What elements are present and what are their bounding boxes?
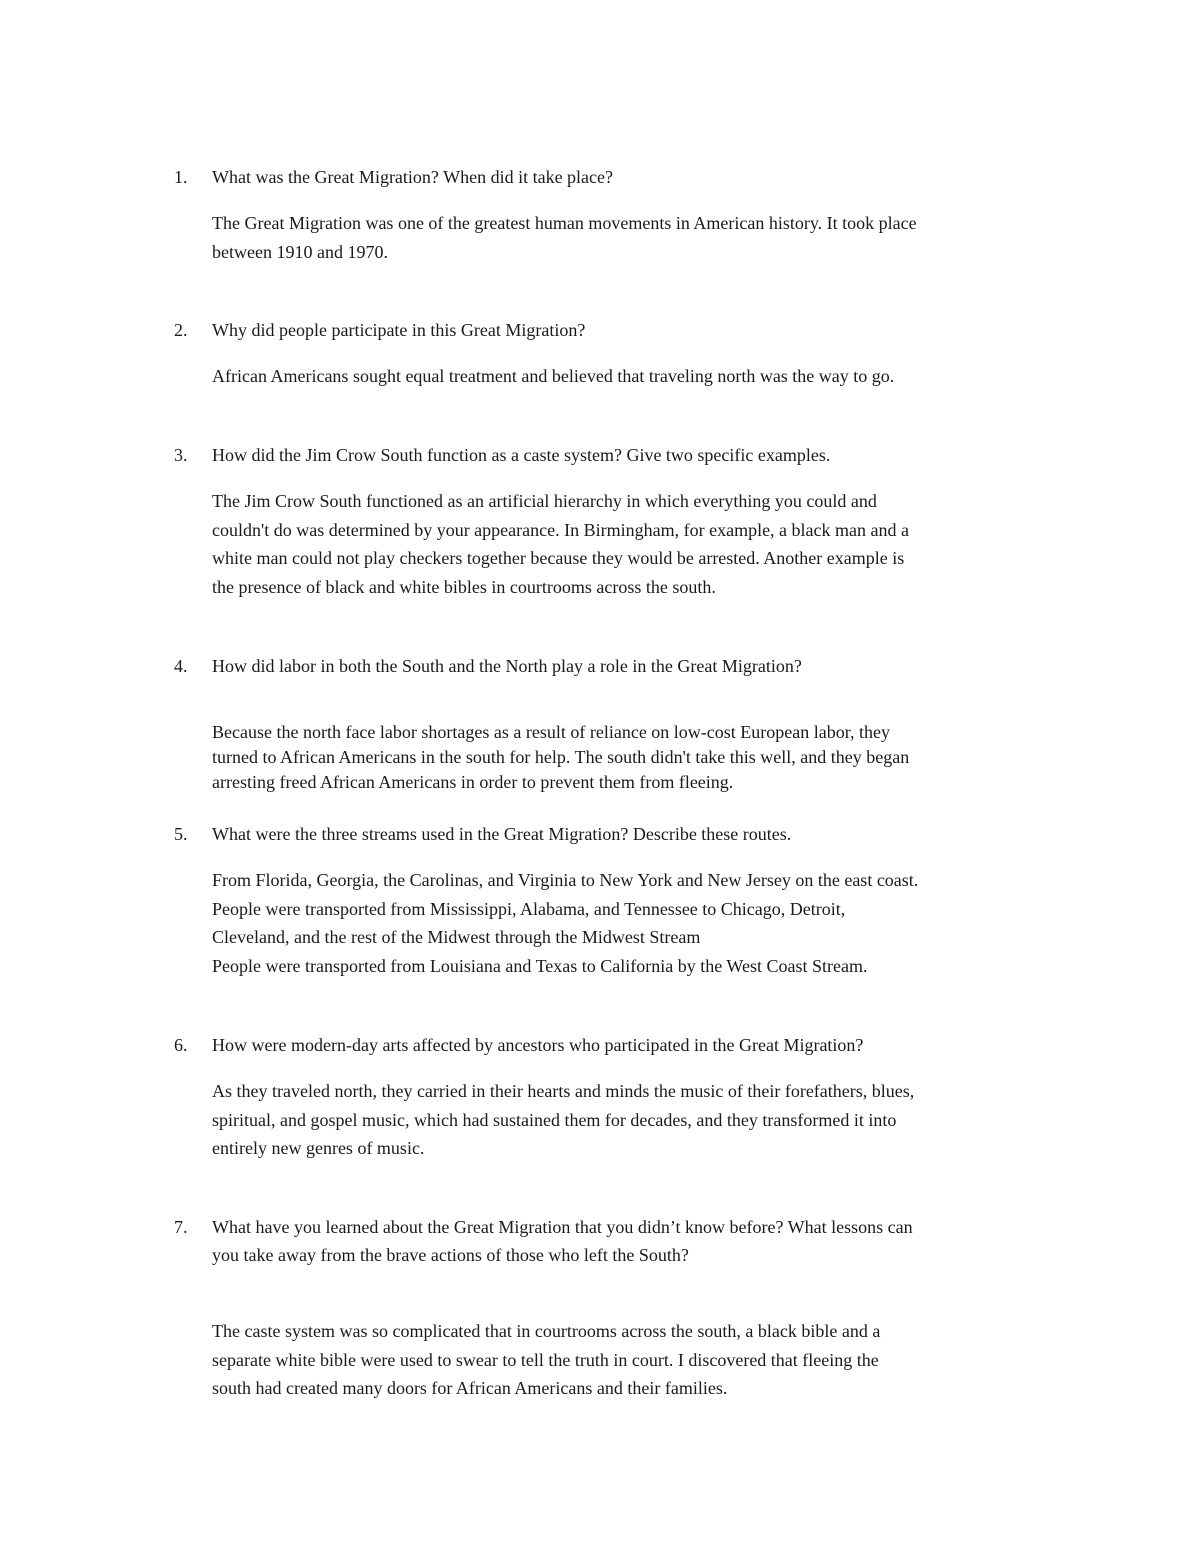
question-text: What was the Great Migration? When did it take place? <box>212 167 614 187</box>
answer-line: couldn't do was determined by your appearance. In Birmingham, for example, a black man and a <box>212 519 909 540</box>
answer-line: The Great Migration was one of the greatest human movements in American history. It took place <box>212 213 917 233</box>
answer-line: Because the north face labor shortages as a result of reliance on low-cost European labor, they <box>212 722 891 742</box>
item-number: 3. <box>174 445 188 465</box>
item-number: 5. <box>174 824 188 844</box>
item-number: 1. <box>174 167 188 187</box>
answer-line: spiritual, and gospel music, which had sustained them for decades, and they transformed it into <box>212 1109 897 1130</box>
answer-line: The Jim Crow South functioned as an artificial hierarchy in which everything you could and <box>212 491 877 511</box>
question-text: How did labor in both the South and the North play a role in the Great Migration? <box>212 656 802 676</box>
answer-line: separate white bible were used to swear to tell the truth in court. I discovered that fleeing the <box>212 1349 879 1370</box>
question-line: you take away from the brave actions of those who left the South? <box>212 1245 689 1265</box>
answer-text <box>212 866 1072 980</box>
item-number: 2. <box>174 320 188 340</box>
item-number: 4. <box>174 656 188 676</box>
answer-line: entirely new genres of music. <box>212 1138 425 1158</box>
answer-line: arresting freed African Americans in order to prevent them from fleeing. <box>212 772 734 792</box>
answer-text <box>212 209 1072 266</box>
question-text: Why did people participate in this Great Migration? <box>212 320 586 340</box>
answer-text <box>212 487 1072 601</box>
answer-line: turned to African Americans in the south for help. The south didn't take this well, and they began <box>212 747 910 767</box>
question-line: What have you learned about the Great Migration that you didn’t know before? What lessons can <box>212 1217 913 1237</box>
item-number: 7. <box>174 1217 188 1237</box>
answer-line: People were transported from Louisiana and Texas to California by the West Coast Stream. <box>212 955 868 976</box>
answer-line: south had created many doors for African Americans and their families. <box>212 1378 728 1398</box>
answer-line: People were transported from Mississippi, Alabama, and Tennessee to Chicago, Detroit, <box>212 898 846 919</box>
answer-line: From Florida, Georgia, the Carolinas, and Virginia to New York and New Jersey on the east coast. <box>212 870 919 890</box>
question-text: How were modern-day arts affected by ancestors who participated in the Great Migration? <box>212 1035 864 1055</box>
question-text: How did the Jim Crow South function as a caste system? Give two specific examples. <box>212 445 831 465</box>
answer-line: the presence of black and white bibles in courtrooms across the south. <box>212 576 716 597</box>
answer-line: between 1910 and 1970. <box>212 241 388 262</box>
item-number: 6. <box>174 1035 188 1055</box>
question-text: What were the three streams used in the Great Migration? Describe these routes. <box>212 824 792 844</box>
answer-line: As they traveled north, they carried in their hearts and minds the music of their forefathers, blues, <box>212 1081 915 1101</box>
answer-line: Cleveland, and the rest of the Midwest through the Midwest Stream <box>212 927 701 947</box>
answer-text <box>212 720 1072 795</box>
answer-line: African Americans sought equal treatment and believed that traveling north was the way to go. <box>212 366 895 386</box>
answer-line: The caste system was so complicated that in courtrooms across the south, a black bible and a <box>212 1321 881 1341</box>
answer-text <box>212 1077 1072 1163</box>
answer-line: white man could not play checkers together because they would be arrested. Another example is <box>212 548 905 568</box>
answer-text <box>212 362 1072 391</box>
question-text <box>212 1213 1072 1269</box>
answer-text <box>212 1317 1072 1403</box>
